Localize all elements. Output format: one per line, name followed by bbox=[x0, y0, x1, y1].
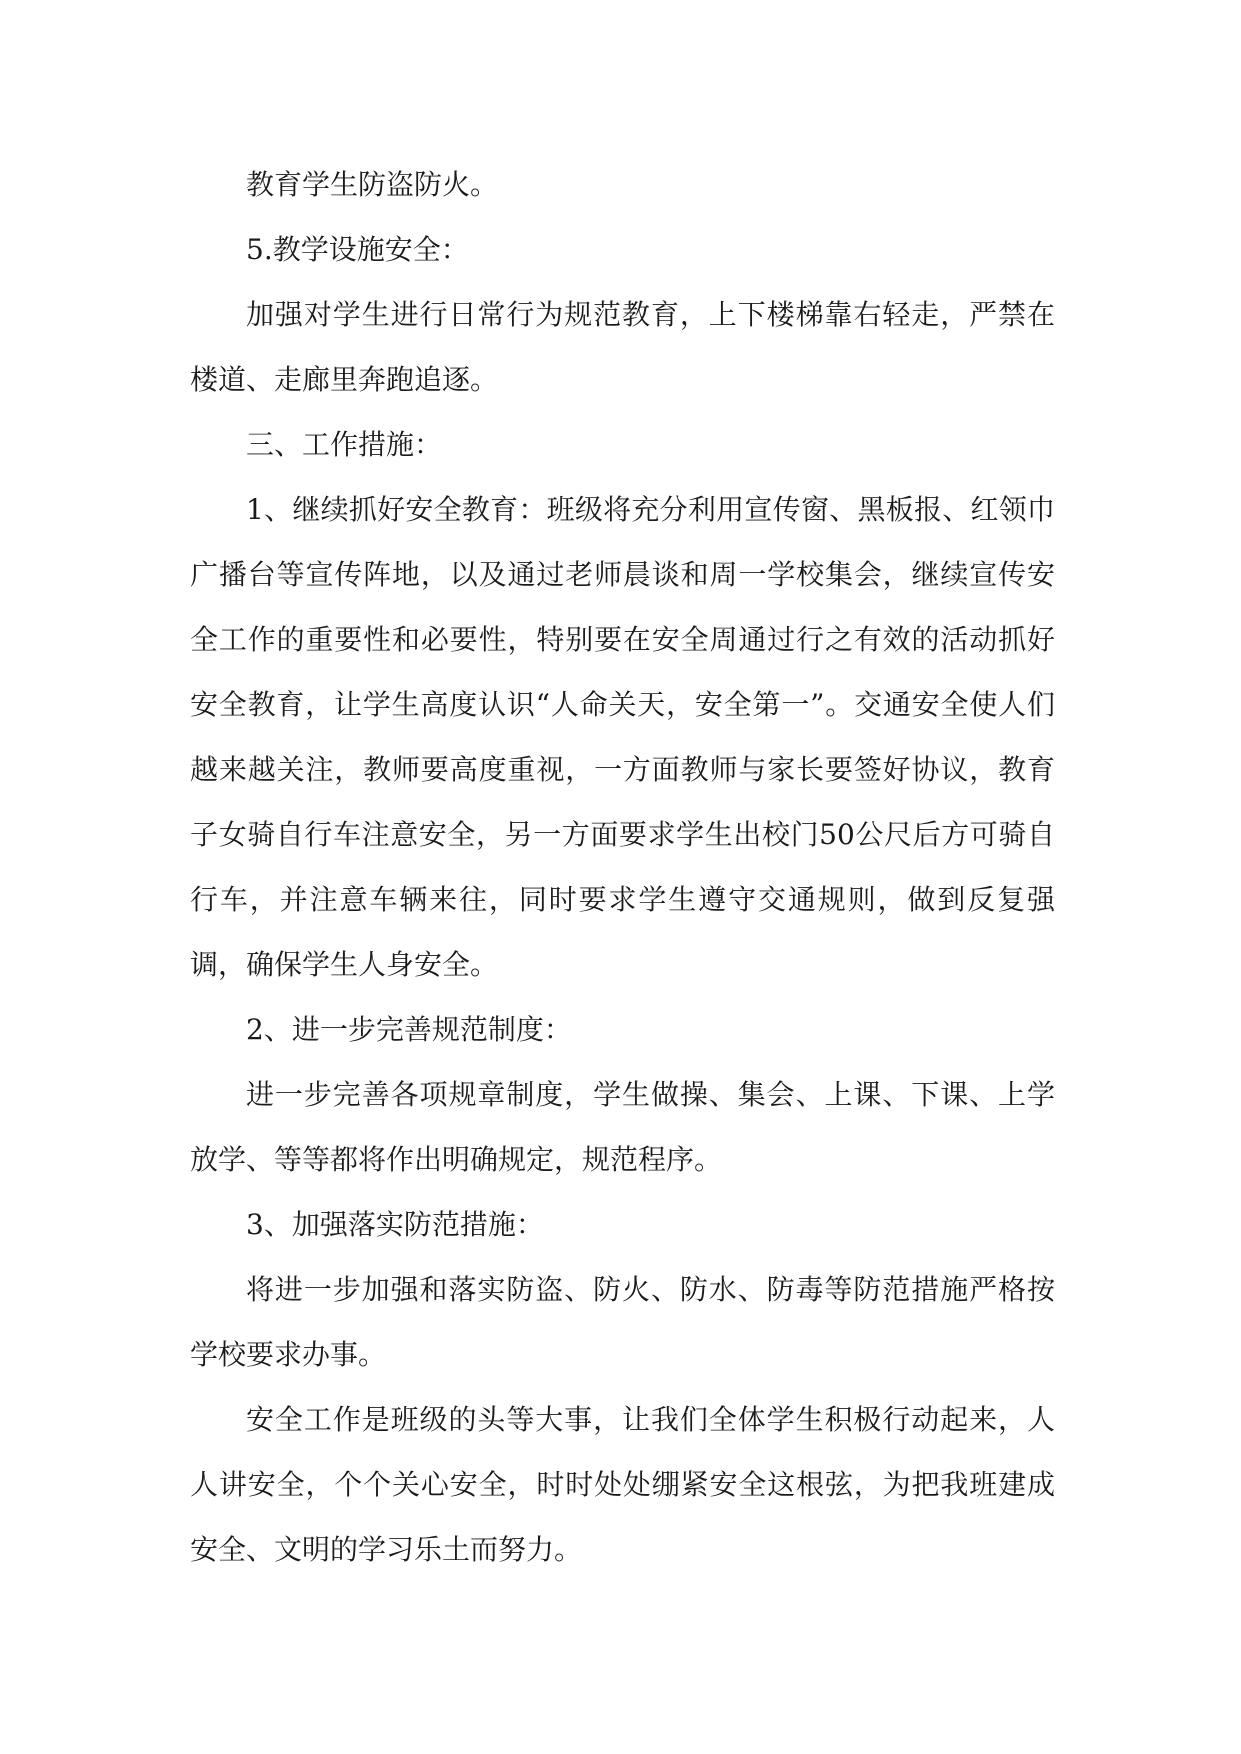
heading-teaching-facilities-safety: 5.教学设施安全： bbox=[246, 233, 469, 266]
paragraph-7: 进一步完善各项规章制度，学生做操、集会、上课、下课、上学放学、等等都将作出明确规定，规范程序。 bbox=[190, 1078, 1055, 1176]
heading-prevention-measures: 3、加强落实防范措施： bbox=[246, 1208, 544, 1241]
paragraph-3: 加强对学生进行日常行为规范教育，上下楼梯靠右轻走，严禁在楼道、走廊里奔跑追逐。 bbox=[190, 298, 1055, 396]
paragraph-1: 教育学生防盗防火。 bbox=[246, 168, 499, 201]
paragraph-9: 将进一步加强和落实防盗、防火、防水、防毒等防范措施严格按学校要求办事。 bbox=[190, 1273, 1055, 1371]
heading-improve-regulations: 2、进一步完善规范制度： bbox=[246, 1013, 572, 1046]
paragraph-5: 1、继续抓好安全教育：班级将充分利用宣传窗、黑板报、红领巾广播台等宣传阵地，以及通过老师晨谈和周一学校集会，继续宣传安全工作的重要性和必要性，特别要在安全周通过行之有效的活动抓好安全教育，让学生高度认识“人命关天，安全第一”。交通安全使人们越来越关注，教师要高度重视，一方面教师与家长要签好协议，教育子女骑自行车注意安全，另一方面要求学生出校门50公尺后方可骑自行车，并注意车辆来往，同时要求学生遵守交通规则，做到反复强调，确保学生人身安全。 bbox=[190, 493, 1055, 981]
paragraph-10: 安全工作是班级的头等大事，让我们全体学生积极行动起来，人人讲安全，个个关心安全，时时处处绷紧安全这根弦，为把我班建成安全、文明的学习乐土而努力。 bbox=[190, 1403, 1055, 1566]
document-body bbox=[190, 152, 1055, 1582]
heading-work-measures: 三、工作措施： bbox=[246, 428, 443, 461]
